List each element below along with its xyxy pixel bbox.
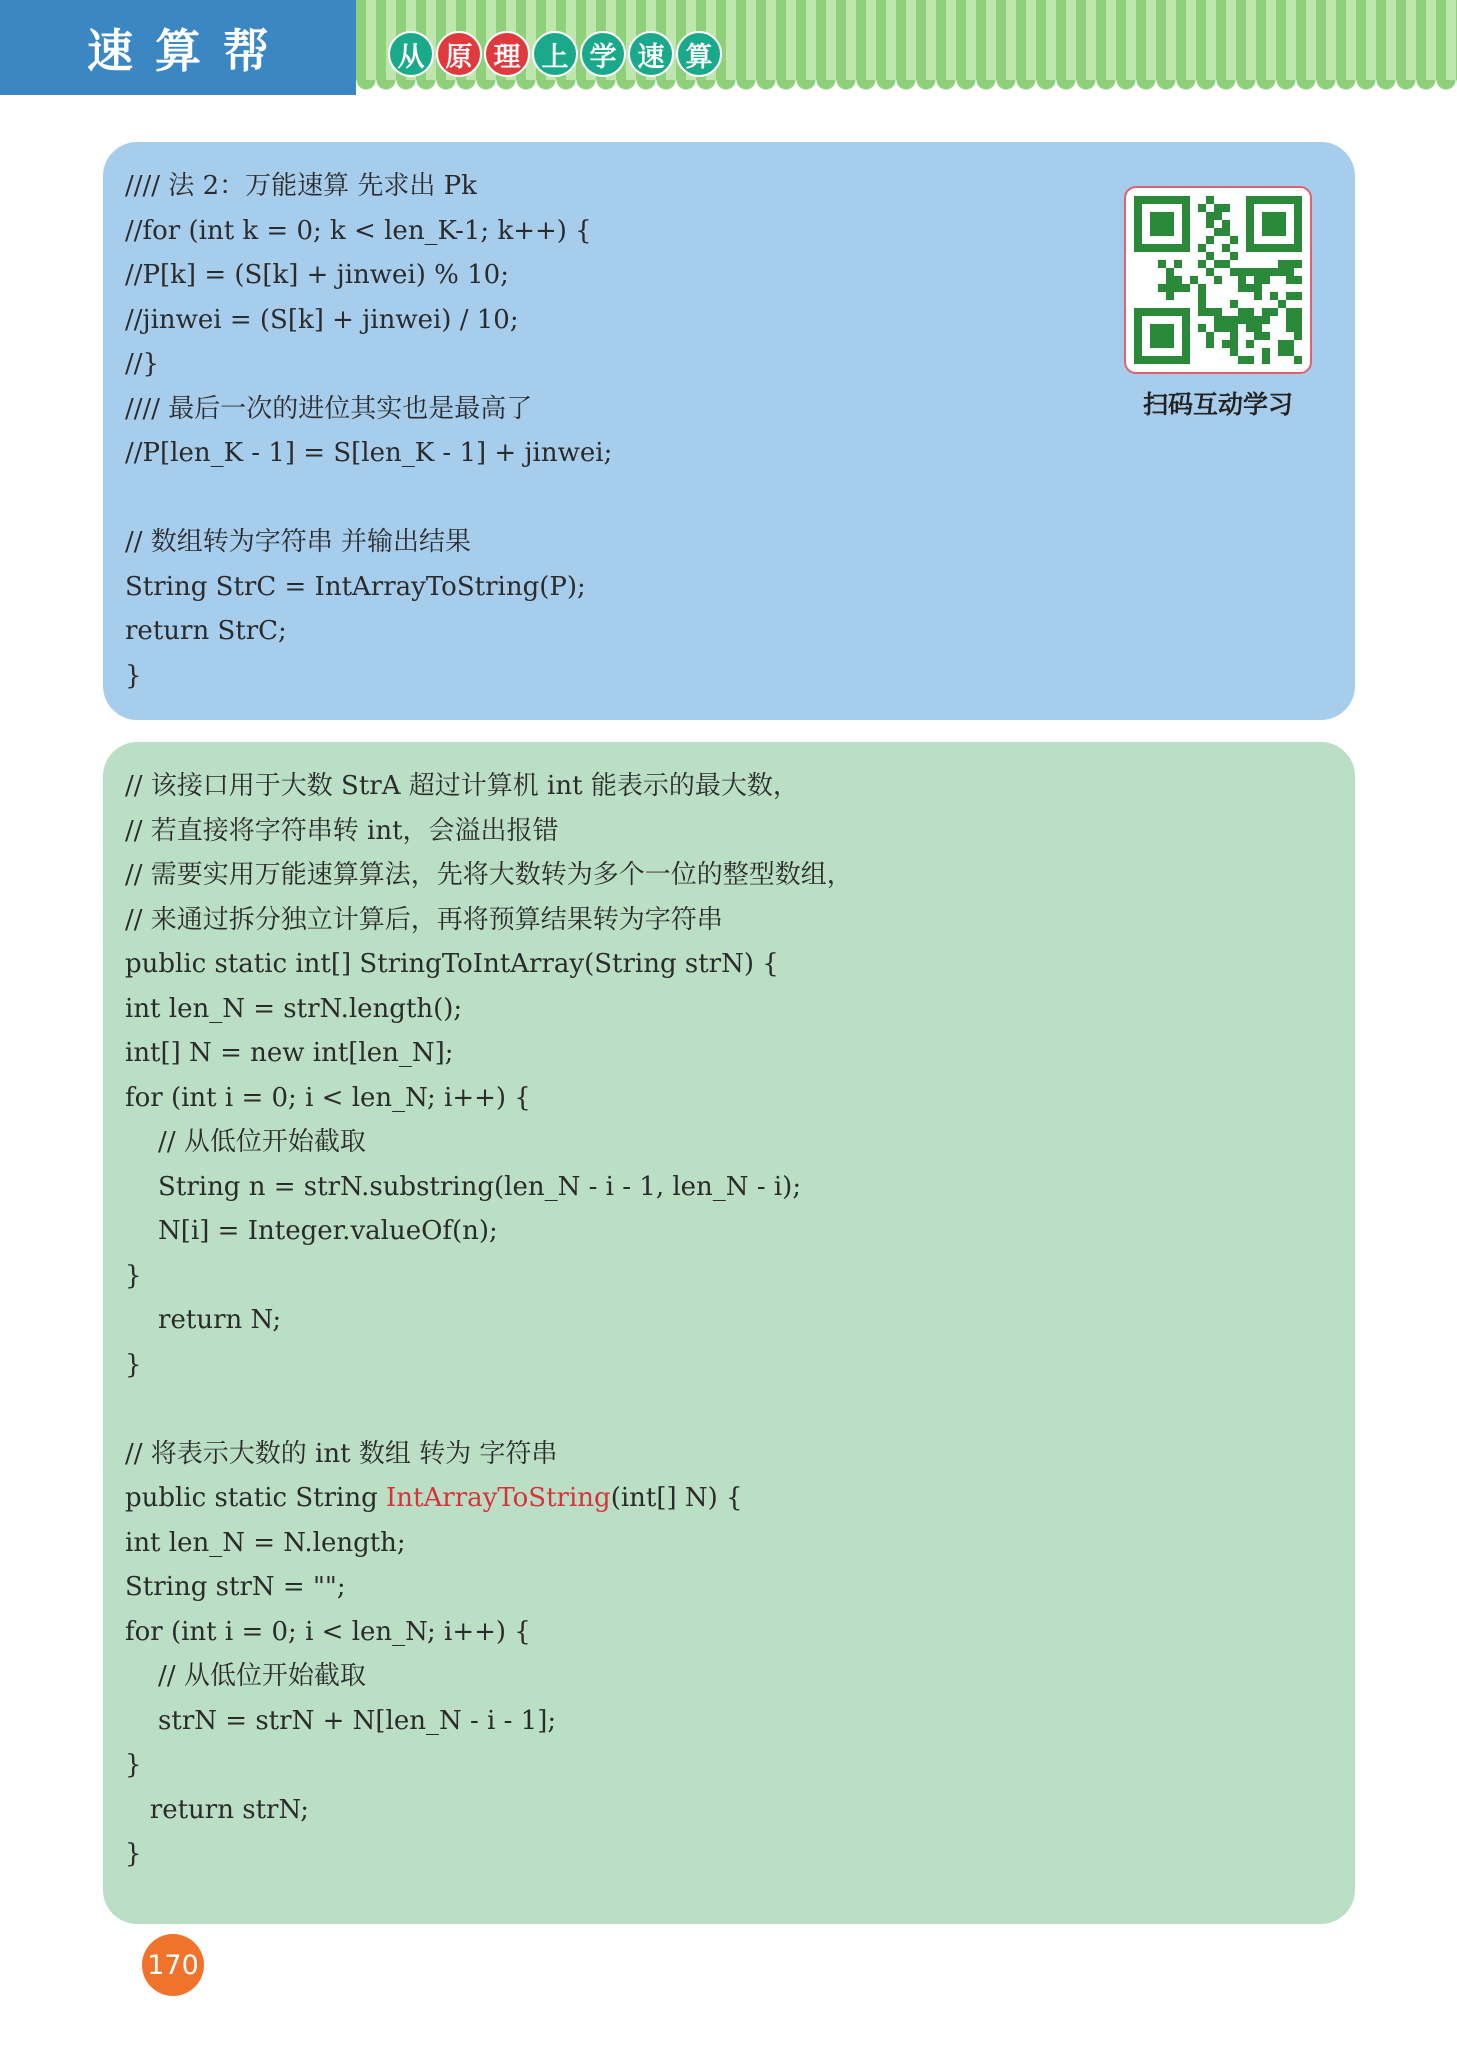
code-line: // 该接口用于大数 StrA 超过计算机 int 能表示的最大数， [125, 771, 799, 801]
code-line: } [125, 1349, 142, 1380]
code-line: // 将表示大数的 int 数组 转为 字符串 [125, 1438, 558, 1469]
highlighted-method-name: IntArrayToString [386, 1483, 611, 1513]
code-line: return strN; [125, 1794, 310, 1825]
code-line: //} [125, 349, 160, 379]
code-text: public static String [125, 1483, 387, 1513]
slogan-char: 算 [676, 31, 722, 77]
qr-code-icon [1134, 196, 1302, 364]
code-line: // 若直接将字符串转 int，会溢出报错 [125, 815, 559, 846]
code-line: } [125, 1260, 142, 1291]
code-line: } [125, 1750, 142, 1780]
code-line: //jinwei = (S[k] + jinwei) / 10; [125, 304, 519, 335]
header-slogan [388, 31, 722, 81]
code-line: strN = strN + N[len_N - i - 1]; [125, 1705, 557, 1736]
slogan-char: 上 [532, 31, 578, 77]
code-line: //P[k] = (S[k] + jinwei) % 10; [125, 260, 509, 290]
code-line: //// 最后一次的进位其实也是最高了 [125, 393, 533, 424]
code-line: N[i] = Integer.valueOf(n); [125, 1216, 498, 1246]
code-line: } [125, 660, 142, 691]
code-line: for (int i = 0; i < len_N; i++) { [125, 1616, 531, 1647]
code-line [125, 1387, 853, 1432]
code-block-2 [125, 764, 853, 1877]
page-number: 170 [142, 1934, 204, 1996]
header-brand-block [0, 0, 356, 95]
code-line [125, 1476, 853, 1521]
code-line: int len_N = strN.length(); [125, 993, 463, 1024]
slogan-char: 原 [436, 31, 482, 77]
code-line: return N; [125, 1305, 282, 1335]
header-scallop-edge [356, 80, 1457, 94]
code-line: //P[len_K - 1] = S[len_K - 1] + jinwei; [125, 438, 613, 468]
code-panel-green [103, 742, 1355, 1924]
slogan-char: 学 [580, 31, 626, 77]
code-line: public static int[] StringToIntArray(String strN) { [125, 949, 779, 979]
code-line: //// 法 2：万能速算 先求出 Pk [125, 171, 477, 201]
code-line: for (int i = 0; i < len_N; i++) { [125, 1082, 531, 1113]
brand-title: 速算帮 [87, 23, 291, 78]
slogan-char: 从 [388, 31, 434, 77]
slogan-char: 理 [484, 31, 530, 77]
qr-caption: 扫码互动学习 [1142, 390, 1293, 419]
slogan-char: 速 [628, 31, 674, 77]
code-line: } [125, 1839, 142, 1869]
code-line: String n = strN.substring(len_N - i - 1, len_N - i); [125, 1171, 802, 1202]
code-line: //for (int k = 0; k < len_K-1; k++) { [125, 215, 592, 246]
code-line: return StrC; [125, 616, 287, 646]
code-line [125, 476, 612, 521]
code-line: // 从低位开始截取 [125, 1127, 366, 1157]
code-line: String strN = ""; [125, 1572, 346, 1602]
code-line: int len_N = N.length; [125, 1527, 406, 1558]
code-line: // 来通过拆分独立计算后，再将预算结果转为字符串 [125, 904, 723, 935]
code-block-1 [125, 164, 612, 698]
code-line: // 从低位开始截取 [125, 1661, 366, 1691]
code-line: // 数组转为字符串 并输出结果 [125, 527, 472, 557]
code-line: // 需要实用万能速算算法，先将大数转为多个一位的整型数组， [125, 860, 853, 890]
qr-code[interactable] [1124, 186, 1312, 374]
code-line: String StrC = IntArrayToString(P); [125, 571, 586, 602]
code-line: int[] N = new int[len_N]; [125, 1038, 454, 1068]
code-text: (int[] N) { [610, 1483, 743, 1513]
